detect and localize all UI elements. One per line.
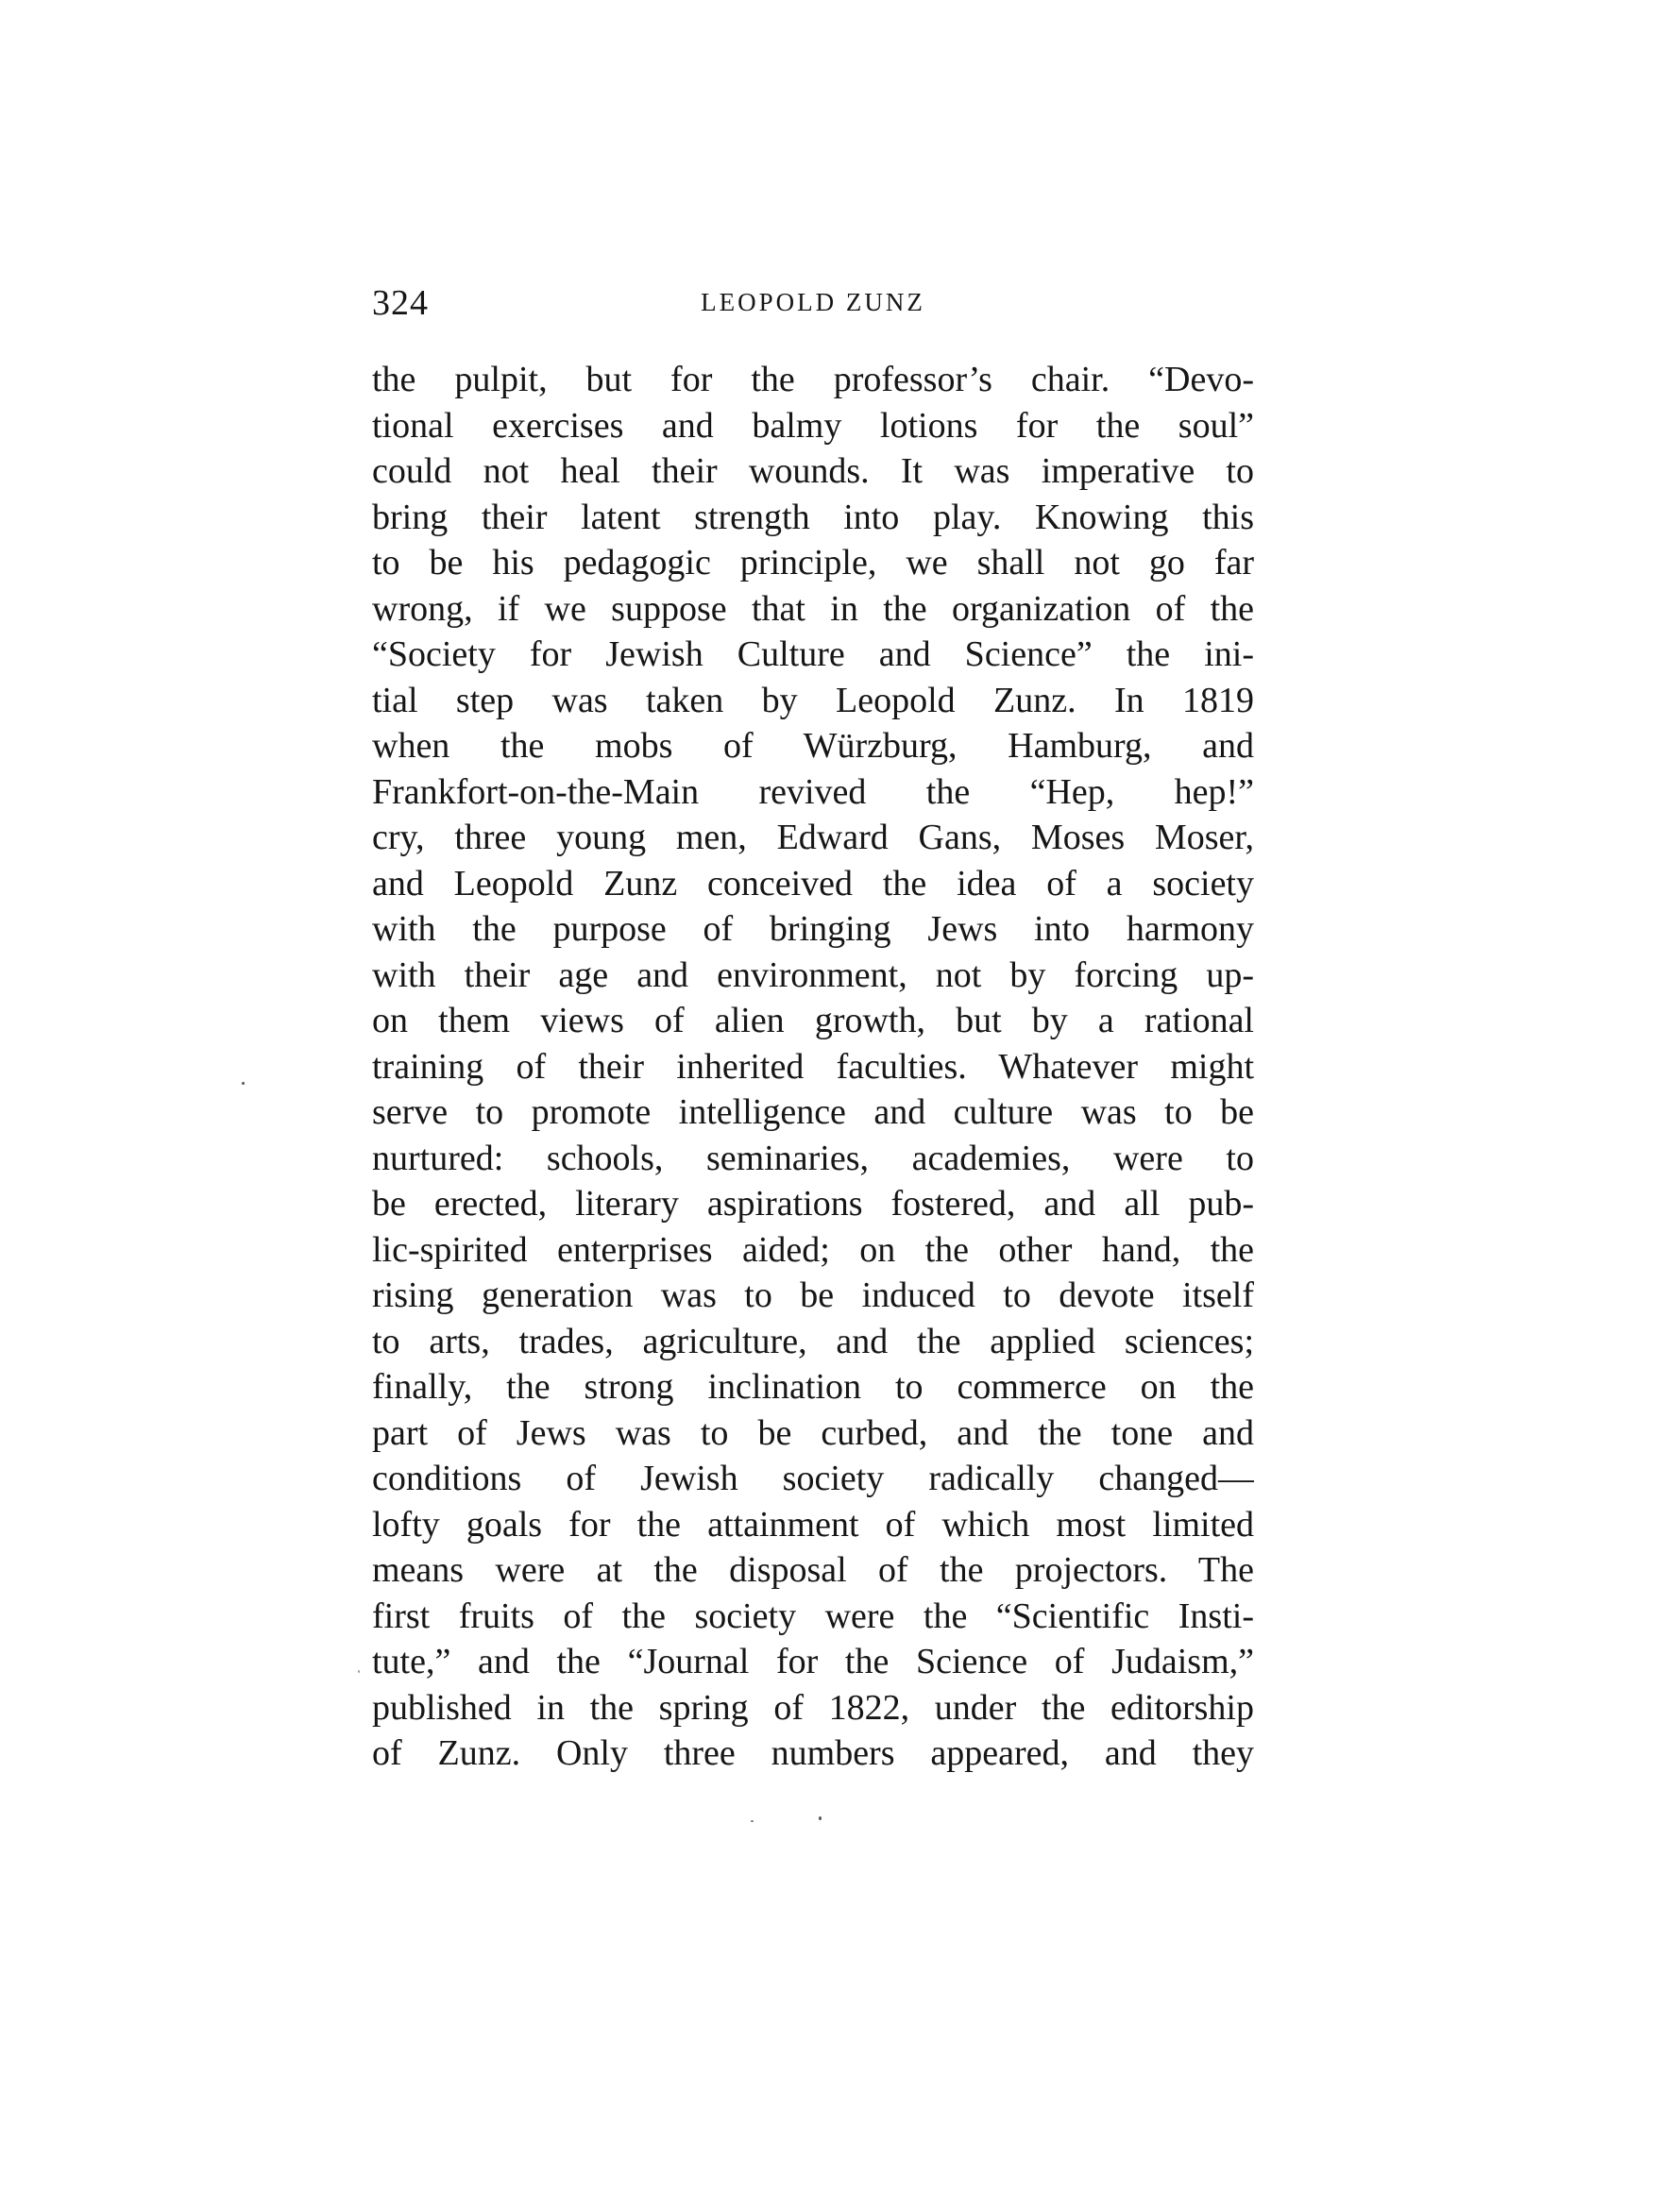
text-line: rising generation was to be induced to devote itself — [372, 1275, 1254, 1315]
text-line: part of Jews was to be curbed, and the tone and — [372, 1412, 1254, 1453]
text-line: lic-spirited enterprises aided; on the other hand, the — [372, 1229, 1254, 1270]
scan-speck — [819, 1816, 822, 1820]
text-line: published in the spring of 1822, under the editorship — [372, 1687, 1254, 1728]
text-line: of Zunz. Only three numbers appeared, and they — [372, 1733, 1254, 1773]
text-line: conditions of Jewish society radically changed— — [372, 1459, 1254, 1498]
text-line: finally, the strong inclination to commerce on the — [372, 1367, 1254, 1407]
scan-speck — [751, 1820, 754, 1822]
text-line: tute,” and the “Journal for the Science of Judaism,” — [372, 1642, 1254, 1681]
running-head — [372, 270, 1254, 327]
text-line: cry, three young men, Edward Gans, Moses Moser, — [372, 818, 1254, 857]
text-line: could not heal their wounds. It was imperative to — [372, 451, 1254, 491]
text-line: serve to promote intelligence and culture was to be — [372, 1092, 1254, 1132]
text-line: when the mobs of Würzburg, Hamburg, and — [372, 726, 1254, 766]
text-line: to arts, trades, agriculture, and the applied sciences; — [372, 1321, 1254, 1361]
text-line: wrong, if we suppose that in the organization of the — [372, 588, 1254, 629]
text-line: training of their inherited faculties. Whatever might — [372, 1046, 1254, 1087]
text-line: to be his pedagogic principle, we shall not go far — [372, 543, 1254, 583]
text-line: tional exercises and balmy lotions for the soul” — [372, 405, 1254, 446]
text-line: and Leopold Zunz conceived the idea of a society — [372, 863, 1254, 903]
text-line: on them views of alien growth, but by a rational — [372, 1001, 1254, 1040]
text-line: with the purpose of bringing Jews into harmony — [372, 909, 1254, 949]
text-line: nurtured: schools, seminaries, academies, were to — [372, 1138, 1254, 1178]
scan-speck — [358, 1670, 360, 1673]
text-line: Frankfort-on-the-Main revived the “Hep, hep!” — [372, 771, 1254, 812]
text-line: means were at the disposal of the projectors. The — [372, 1550, 1254, 1590]
text-line: be erected, literary aspirations fostered, and all pub- — [372, 1184, 1254, 1224]
body-text — [372, 357, 1254, 1777]
text-line: tial step was taken by Leopold Zunz. In 1819 — [372, 680, 1254, 720]
text-line: first fruits of the society were the “Scientific Insti- — [372, 1596, 1254, 1636]
page-number: 324 — [372, 283, 429, 323]
text-line: bring their latent strength into play. Knowing this — [372, 497, 1254, 537]
text-line: “Society for Jewish Culture and Science” the ini- — [372, 634, 1254, 674]
scan-speck — [242, 1082, 245, 1085]
text-line: lofty goals for the attainment of which most limited — [372, 1504, 1254, 1545]
text-line: with their age and environment, not by forcing up- — [372, 954, 1254, 995]
running-title: LEOPOLD ZUNZ — [701, 288, 925, 316]
text-line: the pulpit, but for the professor’s chair. “Devo- — [372, 360, 1254, 399]
